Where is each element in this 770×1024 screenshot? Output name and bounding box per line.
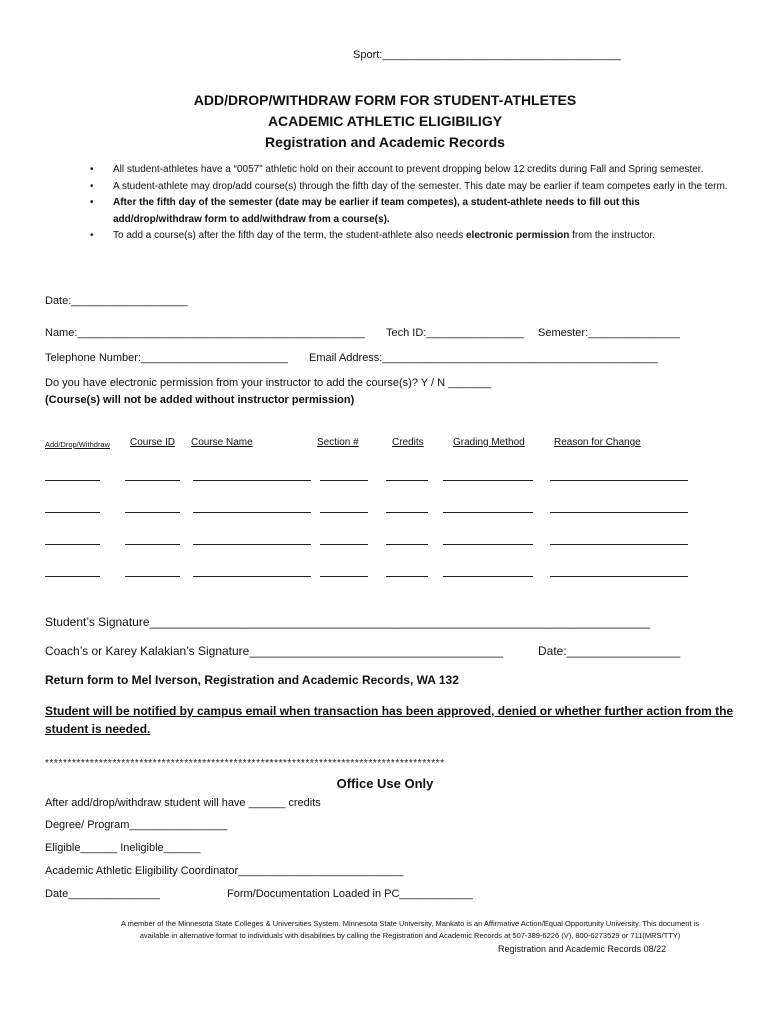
add-drop-blank[interactable] (45, 480, 100, 481)
grading-blank[interactable] (443, 576, 533, 577)
credits-blank[interactable] (386, 544, 428, 545)
coach-date[interactable]: Date:_________________ (538, 644, 681, 658)
reason-blank[interactable] (550, 480, 688, 481)
add-drop-blank[interactable] (45, 512, 100, 513)
section-blank[interactable] (320, 544, 368, 545)
notify-instructions: Student will be notified by campus email when transaction has been approved, denied or whether further action from the student is needed. (45, 704, 734, 736)
form-department: Registration and Academic Records (265, 134, 505, 150)
list-item: • All student-athletes have a “0057” athletic hold on their account to prevent dropping below 12 credits during Fall and Spring semester. (90, 164, 704, 175)
sport-blank: _______________________________________ (382, 49, 621, 61)
credits-after-field[interactable]: After add/drop/withdraw student will have ______ credits (45, 797, 321, 809)
grading-blank[interactable] (443, 480, 533, 481)
grading-blank[interactable] (443, 512, 533, 513)
course-id-blank[interactable] (125, 512, 180, 513)
office-date-field[interactable]: Date_______________ (45, 888, 161, 900)
section-blank[interactable] (320, 576, 368, 577)
col-credits: Credits (392, 437, 424, 448)
course-name-blank[interactable] (193, 512, 311, 513)
degree-program-field[interactable]: Degree/ Program________________ (45, 819, 228, 831)
footer-line-2: available in alternative format to individuals with disabilities by calling the Registration and Academic Records at 507-389-6226 (V), 800-6273529 or 711(MRS/TTY) (139, 931, 681, 940)
footer-disclaimer (80, 918, 740, 942)
divider: ***************************************************************************************** (45, 758, 445, 769)
col-grading: Grading Method (453, 437, 525, 448)
date-field[interactable]: Date:___________________ (45, 295, 188, 307)
semester-field[interactable]: Semester:_______________ (538, 327, 680, 339)
col-reason: Reason for Change (554, 437, 641, 448)
telephone-field[interactable]: Telephone Number:________________________ (45, 352, 288, 364)
eligibility-field[interactable]: Eligible______ Ineligible______ (45, 842, 201, 854)
reason-blank[interactable] (550, 576, 688, 577)
list-item: • To add a course(s) after the fifth day of the term, the student-athlete also needs electronic permission from the instructor. (90, 230, 655, 241)
sport-field[interactable] (353, 49, 621, 61)
permission-question[interactable]: Do you have electronic permission from your instructor to add the course(s)? Y / N _______ (45, 377, 491, 389)
course-name-blank[interactable] (193, 576, 311, 577)
coach-signature[interactable]: Coach’s or Karey Kalakian’s Signature______________________________________ (45, 644, 503, 658)
col-section: Section # (317, 437, 359, 448)
course-name-blank[interactable] (193, 480, 311, 481)
form-title: ADD/DROP/WITHDRAW FORM FOR STUDENT-ATHLETES (193, 92, 577, 108)
credits-blank[interactable] (386, 480, 428, 481)
credits-blank[interactable] (386, 576, 428, 577)
office-use-title: Office Use Only (336, 776, 434, 791)
return-instructions: Return form to Mel Iverson, Registration and Academic Records, WA 132 (45, 673, 459, 687)
credits-blank[interactable] (386, 512, 428, 513)
course-id-blank[interactable] (125, 576, 180, 577)
col-course-name: Course Name (191, 437, 253, 448)
form-version: Registration and Academic Records 08/22 (498, 944, 667, 954)
form-documentation-field[interactable]: Form/Documentation Loaded in PC____________ (227, 888, 473, 900)
footer-line-1: A member of the Minnesota State Colleges & Universities System. Minnesota State University, Mankato is an Affirmative Action/Equal Opportunity University. This document is (120, 919, 700, 928)
list-item: • After the fifth day of the semester (date may be earlier if team competes), a student-athlete needs to fill out this add/drop/withdraw form to add/withdraw from a course(s). (90, 197, 640, 225)
email-field[interactable]: Email Address:_____________________________________________ (309, 352, 658, 364)
grading-blank[interactable] (443, 544, 533, 545)
add-drop-blank[interactable] (45, 544, 100, 545)
course-name-blank[interactable] (193, 544, 311, 545)
reason-blank[interactable] (550, 512, 688, 513)
instructions-list (90, 162, 730, 245)
course-id-blank[interactable] (125, 480, 180, 481)
add-drop-blank[interactable] (45, 576, 100, 577)
col-course-id: Course ID (130, 437, 176, 448)
coordinator-field[interactable]: Academic Athletic Eligibility Coordinator___________________________ (45, 865, 404, 877)
section-blank[interactable] (320, 480, 368, 481)
reason-blank[interactable] (550, 544, 688, 545)
sport-label: Sport: (353, 49, 383, 61)
student-signature[interactable]: Student’s Signature___________________________________________________________________________ (45, 615, 651, 629)
course-id-blank[interactable] (125, 544, 180, 545)
section-blank[interactable] (320, 512, 368, 513)
tech-id-field[interactable]: Tech ID:________________ (386, 327, 525, 339)
col-add-drop: Add/Drop/Withdraw (45, 440, 111, 449)
list-item: • A student-athlete may drop/add course(s) through the fifth day of the semester. This date may be earlier if team competes early in the term. (90, 180, 728, 192)
form-subtitle: ACADEMIC ATHLETIC ELIGIBILIGY (267, 113, 503, 129)
name-field[interactable]: Name:_______________________________________________ (45, 327, 365, 339)
permission-note: (Course(s) will not be added without instructor permission) (45, 394, 355, 406)
